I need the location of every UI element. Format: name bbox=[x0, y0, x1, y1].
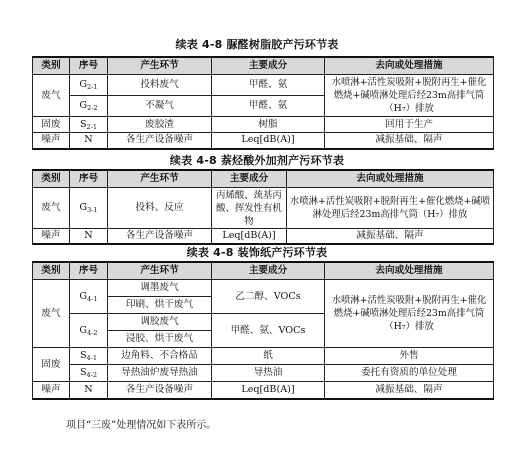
source-cell: 浸胶、烘干废气 bbox=[108, 331, 212, 348]
table-row bbox=[33, 348, 494, 365]
source-cell: 调墨废气 bbox=[108, 280, 212, 297]
source-cell: 各生产设备噪声 bbox=[108, 229, 212, 244]
table1 bbox=[32, 56, 494, 150]
code-cell bbox=[70, 188, 108, 229]
table1-header-row bbox=[33, 57, 494, 75]
code-cell bbox=[70, 117, 108, 133]
code-cell bbox=[70, 314, 108, 348]
table3-header-code: 序号 bbox=[70, 262, 108, 280]
table3-header-source: 产生环节 bbox=[108, 262, 212, 280]
treatment-cell: 减振基础、隔声 bbox=[325, 133, 494, 149]
code-main: G bbox=[79, 202, 88, 213]
component-cell: 甲醛、氨 bbox=[212, 96, 325, 117]
code-main: G bbox=[79, 79, 88, 90]
table3 bbox=[32, 261, 494, 400]
code-main: G bbox=[79, 324, 88, 336]
category-cell: 固废 bbox=[33, 348, 70, 382]
treatment-cell: 委托有资质的单位处理 bbox=[325, 365, 494, 382]
code-sub: 4-1 bbox=[87, 294, 98, 303]
category-cell: 废气 bbox=[33, 188, 70, 229]
source-cell: 各生产设备噪声 bbox=[108, 133, 212, 149]
treatment-cell: 外售 bbox=[325, 348, 494, 365]
code-sub: 2-2 bbox=[87, 104, 98, 112]
table-row bbox=[33, 365, 494, 382]
component-cell: Leq[dB(A)] bbox=[212, 382, 325, 399]
code-sub: 4-2 bbox=[87, 328, 98, 337]
table-row bbox=[33, 75, 494, 96]
table1-header-code: 序号 bbox=[70, 57, 108, 75]
source-cell: 投料废气 bbox=[108, 75, 212, 96]
table2-header-component: 主要成分 bbox=[212, 170, 287, 188]
component-cell: 树脂 bbox=[212, 117, 325, 133]
table3-title: 续表 4-8 装饰纸产污环节表 bbox=[186, 246, 328, 259]
code-cell bbox=[70, 348, 108, 365]
code-main: S bbox=[79, 367, 87, 378]
table-row bbox=[33, 188, 494, 229]
table-row bbox=[33, 280, 494, 297]
component-cell: Leq[dB(A)] bbox=[212, 133, 325, 149]
table1-header-component: 主要成分 bbox=[212, 57, 325, 75]
footer-note: 项目“三废”处理情况如下表所示。 bbox=[66, 420, 217, 431]
code-main: S bbox=[79, 350, 87, 361]
source-cell: 导热油炉废导热油 bbox=[108, 365, 212, 382]
code-sub: 3-1 bbox=[87, 206, 98, 214]
source-cell: 各生产设备噪声 bbox=[108, 382, 212, 399]
table-row bbox=[33, 382, 494, 399]
category-cell: 噪声 bbox=[33, 229, 70, 244]
table-row bbox=[33, 133, 494, 149]
source-cell: 不凝气 bbox=[108, 96, 212, 117]
table3-header-category: 类别 bbox=[33, 262, 70, 280]
source-cell: 废胶渣 bbox=[108, 117, 212, 133]
code-cell bbox=[70, 133, 108, 149]
component-cell: 甲醛、氨 bbox=[212, 75, 325, 96]
table-row bbox=[33, 117, 494, 133]
table2-title: 续表 4-8 萘烃酸外加剂产污环节表 bbox=[169, 154, 345, 167]
code-sub: 2-1 bbox=[86, 122, 98, 131]
treatment-cell: 水喷淋+活性炭吸附+脱附再生+催化燃烧+碱喷淋处理后经23m高排气筒（H₇）排放 bbox=[325, 280, 494, 348]
table2-header-treatment: 去向或处理措施 bbox=[287, 170, 494, 188]
code-cell bbox=[70, 365, 108, 382]
code-main: N bbox=[84, 383, 93, 395]
code-sub: 2-1 bbox=[87, 83, 98, 91]
component-cell: 导热油 bbox=[212, 365, 325, 382]
component-cell: 甲醛、氨、VOCs bbox=[212, 314, 325, 348]
table1-header-category: 类别 bbox=[33, 57, 70, 75]
code-main: N bbox=[84, 134, 93, 146]
component-cell: Leq[dB(A)] bbox=[212, 229, 287, 244]
table2-header-category: 类别 bbox=[33, 170, 70, 188]
category-cell: 废气 bbox=[33, 75, 70, 117]
table-row bbox=[33, 229, 494, 244]
table1-header-source: 产生环节 bbox=[108, 57, 212, 75]
table3-header-component: 主要成分 bbox=[212, 262, 325, 280]
code-main: G bbox=[79, 100, 88, 111]
code-cell bbox=[70, 75, 108, 96]
source-cell: 投料、反应 bbox=[108, 188, 212, 229]
code-cell bbox=[70, 280, 108, 314]
table1-header-treatment: 去向或处理措施 bbox=[325, 57, 494, 75]
table2 bbox=[32, 169, 494, 245]
treatment-cell: 回用于生产 bbox=[325, 117, 494, 133]
code-cell bbox=[70, 96, 108, 117]
table2-header-code: 序号 bbox=[70, 170, 108, 188]
table1-title: 续表 4-8 脲醛树脂胶产污环节表 bbox=[175, 38, 339, 51]
code-cell bbox=[70, 382, 108, 399]
treatment-cell: 减振基础、隔声 bbox=[287, 229, 494, 244]
category-cell: 废气 bbox=[33, 280, 70, 348]
source-cell: 调胶废气 bbox=[108, 314, 212, 331]
treatment-cell: 减振基础、隔声 bbox=[325, 382, 494, 399]
component-cell: 乙二醇、VOCs bbox=[212, 280, 325, 314]
category-cell: 固废 bbox=[33, 117, 70, 133]
category-cell: 噪声 bbox=[33, 382, 70, 399]
code-main: N bbox=[84, 229, 93, 241]
component-cell: 纸 bbox=[212, 348, 325, 365]
table3-header-treatment: 去向或处理措施 bbox=[325, 262, 494, 280]
table2-header-source: 产生环节 bbox=[108, 170, 212, 188]
table3-header-row bbox=[33, 262, 494, 280]
code-main: G bbox=[79, 290, 88, 302]
code-cell bbox=[70, 229, 108, 244]
source-cell: 边角料、不合格品 bbox=[108, 348, 212, 365]
code-sub: 4-2 bbox=[86, 371, 98, 379]
code-sub: 4-1 bbox=[86, 354, 98, 362]
source-cell: 印刷、烘干废气 bbox=[108, 297, 212, 314]
component-cell: 丙烯酸、巯基丙酸、挥发性有机物 bbox=[212, 188, 287, 229]
code-main: S bbox=[79, 118, 87, 130]
treatment-cell: 水喷淋+活性炭吸附+脱附再生+催化燃烧+碱喷淋处理后经23m高排气筒（H₇）排放 bbox=[287, 188, 494, 229]
table2-header-row bbox=[33, 170, 494, 188]
category-cell: 噪声 bbox=[33, 133, 70, 149]
treatment-cell: 水喷淋+活性炭吸附+脱附再生+催化燃烧+碱喷淋处理后经23m高排气筒（H₇）排放 bbox=[325, 75, 494, 117]
